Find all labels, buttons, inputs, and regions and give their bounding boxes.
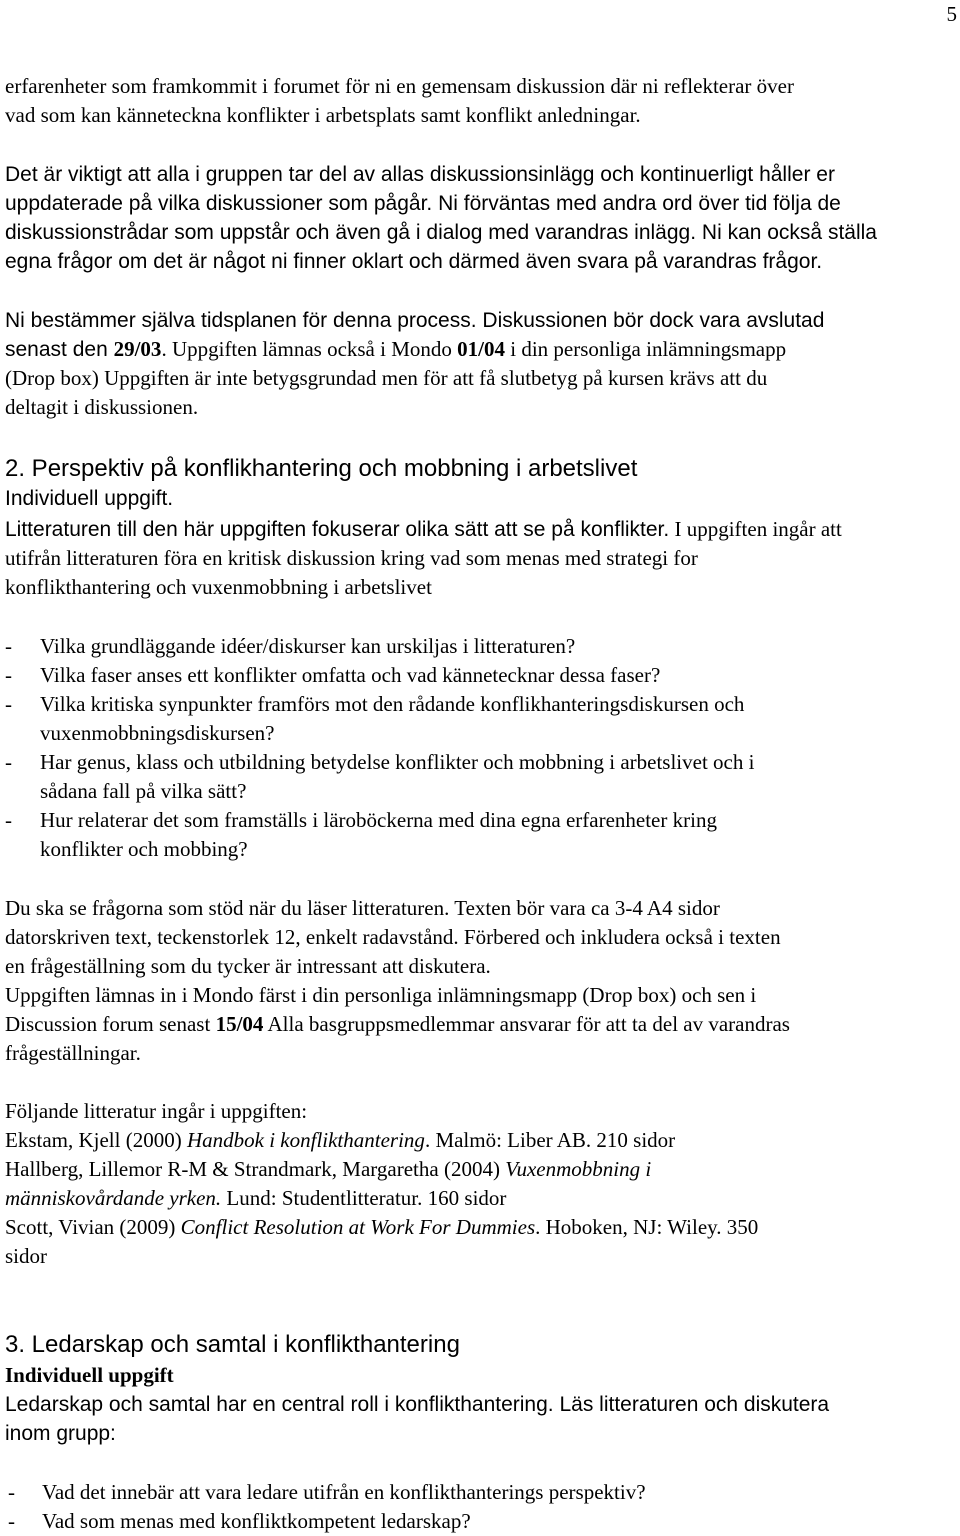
section-2-bullet-1: Vilka grundläggande idéer/diskurser kan urskiljas i litteraturen? xyxy=(40,634,576,658)
section-2-bullet-2: Vilka faser anses ett konflikter omfatta och vad kännetecknar dessa faser? xyxy=(40,663,661,687)
intro-line-2: vad som kan känneteckna konflikter i arbetsplats samt konflikt anledningar. xyxy=(5,103,641,127)
bullet-marker: - xyxy=(5,663,12,687)
section-3-subheading xyxy=(5,1361,174,1390)
page-number: 5 xyxy=(946,2,957,26)
para3-line-2 xyxy=(5,335,786,364)
section-3-heading: 3. Ledarskap och samtal i konflikthantering xyxy=(5,1331,460,1358)
ref-1-title: Handbok i konflikthantering xyxy=(186,1128,425,1152)
intro-line-1: erfarenheter som framkommit i forumet för ni en gemensam diskussion där ni reflekterar över xyxy=(5,74,794,98)
ref-1-publisher: . Malmö: Liber AB. 210 sidor xyxy=(424,1128,676,1152)
section-2-p2-line-3: en frågeställning som du tycker är intressant att diskutera. xyxy=(5,954,491,978)
ref-2-publisher: Lund: Studentlitteratur. 160 sidor xyxy=(221,1186,507,1210)
section-2-p1-line-2: utifrån litteraturen föra en kritisk diskussion kring vad som menas med strategi for xyxy=(5,546,698,570)
section-2-p2-line-1: Du ska se frågorna som stöd när du läser litteraturen. Texten bör vara ca 3-4 A4 sidor xyxy=(5,896,720,920)
ref-3-title: Conflict Resolution at Work For Dummies xyxy=(180,1215,536,1239)
section-2-p1-line-1a: Litteraturen till den här uppgiften fokuserar olika sätt att se på konflikter. xyxy=(5,518,670,541)
section-2-bullet-3a: Vilka kritiska synpunkter framförs mot den rådande konflikhanteringsdiskursen och xyxy=(40,692,745,716)
section-2-p2-line-4: Uppgiften lämnas in i Mondo färst i din personliga inlämningsmapp (Drop box) och sen i xyxy=(5,983,757,1007)
section-2-p2-line-6: frågeställningar. xyxy=(5,1041,141,1065)
section-2-bullet-5a: Hur relaterar det som framställs i läroböckerna med dina egna erfarenheter kring xyxy=(40,808,717,832)
para2-line-3 xyxy=(5,218,877,247)
section-2-p1-line-1b: I uppgiften ingår att xyxy=(669,517,842,541)
section-3-subheading-text: Individuell uppgift xyxy=(5,1363,174,1387)
bullet-marker: - xyxy=(5,750,12,774)
section-2-subheading: Individuell uppgift. xyxy=(5,487,174,510)
bullet-marker: - xyxy=(5,808,12,832)
ref-1-author: Ekstam, Kjell (2000) xyxy=(5,1128,187,1152)
section-2-heading: 2. Perspektiv på konflikhantering och mobbning i arbetslivet xyxy=(5,455,638,482)
bullet-marker: - xyxy=(8,1509,15,1533)
section-2-p2-line-5 xyxy=(5,1010,790,1039)
section-3-bullet-2: Vad som menas med konfliktkompetent ledarskap? xyxy=(42,1509,471,1533)
section-2-p1-line-1 xyxy=(5,515,842,544)
para3-line-1: Ni bestämmer själva tidsplanen för denna process. Diskussionen bör dock vara avslutad xyxy=(5,309,825,332)
para3-line-3: (Drop box) Uppgiften är inte betygsgrundad men för att få slutbetyg på kursen krävs att du xyxy=(5,366,768,390)
section-2-p2-line-2: datorskriven text, teckenstorlek 12, enkelt radavstånd. Förbered och inkludera också i texten xyxy=(5,925,781,949)
para3-line-4: deltagit i diskussionen. xyxy=(5,395,199,419)
literature-intro: Följande litteratur ingår i uppgiften: xyxy=(5,1099,308,1123)
para2-line-4: egna frågor om det är något ni finner oklart och därmed även svara på varandras frågor. xyxy=(5,250,823,273)
para3-line-2c: . Uppgiften lämnas också i Mondo xyxy=(161,337,458,361)
literature-ref-3-line-1 xyxy=(5,1213,758,1242)
literature-ref-3-line-2: sidor xyxy=(5,1244,47,1268)
para2-line-2a: uppdaterade på vilka diskussioner som pågår. xyxy=(5,192,433,215)
section-3-p1-line-2: inom grupp: xyxy=(5,1422,116,1445)
section-2-bullet-5b: konflikter och mobbing? xyxy=(40,837,248,861)
para3-line-2a: senast den xyxy=(5,338,114,361)
literature-ref-2-line-2 xyxy=(5,1184,506,1213)
literature-ref-1 xyxy=(5,1126,675,1155)
section-3-p1-line-1: Ledarskap och samtal har en central roll i konflikthantering. Läs litteraturen och diskutera xyxy=(5,1393,830,1416)
ref-3-author: Scott, Vivian (2009) xyxy=(5,1215,181,1239)
section-2-p2-line-5a: Discussion forum senast xyxy=(5,1012,216,1036)
section-2-p1-line-3: konflikthantering och vuxenmobbning i arbetslivet xyxy=(5,575,432,599)
ref-2-title-a: Vuxenmobbning i xyxy=(505,1157,652,1181)
para2-line-3a: diskussionstrådar som uppstår och även gå i dialog med varandras inlägg. xyxy=(5,221,697,244)
para2-line-2 xyxy=(5,189,841,218)
section-2-p2-line-5c: Alla basgruppsmedlemmar ansvarar för att ta del av varandras xyxy=(263,1012,790,1036)
ref-2-author: Hallberg, Lillemor R-M & Strandmark, Margaretha (2004) xyxy=(5,1157,506,1181)
section-2-bullet-3b: vuxenmobbningsdiskursen? xyxy=(40,721,275,745)
para3-date-2: 01/04 xyxy=(457,337,505,361)
bullet-marker: - xyxy=(8,1480,15,1504)
section-2-bullet-4b: sådana fall på vilka sätt? xyxy=(40,779,247,803)
literature-ref-2-line-1 xyxy=(5,1155,651,1184)
para3-line-2e: i din personliga inlämningsmapp xyxy=(504,337,787,361)
para3-date-1: 29/03 xyxy=(113,337,162,361)
section-2-bullet-4a: Har genus, klass och utbildning betydelse konflikter och mobbning i arbetslivet och i xyxy=(40,750,755,774)
section-3-bullet-1: Vad det innebär att vara ledare utifrån en konflikthanterings perspektiv? xyxy=(42,1480,646,1504)
section-2-deadline: 15/04 xyxy=(215,1012,264,1036)
para2-line-1: Det är viktigt att alla i gruppen tar del av allas diskussionsinlägg och kontinuerligt håller er xyxy=(5,163,835,186)
ref-3-publisher: . Hoboken, NJ: Wiley. 350 xyxy=(535,1215,759,1239)
bullet-marker: - xyxy=(5,692,12,716)
para2-line-3b: Ni kan också ställa xyxy=(696,221,877,244)
bullet-marker: - xyxy=(5,634,12,658)
para2-line-2b: Ni förväntas med andra ord över tid följa de xyxy=(432,192,841,215)
ref-2-title-b: människovårdande yrken. xyxy=(5,1186,222,1210)
